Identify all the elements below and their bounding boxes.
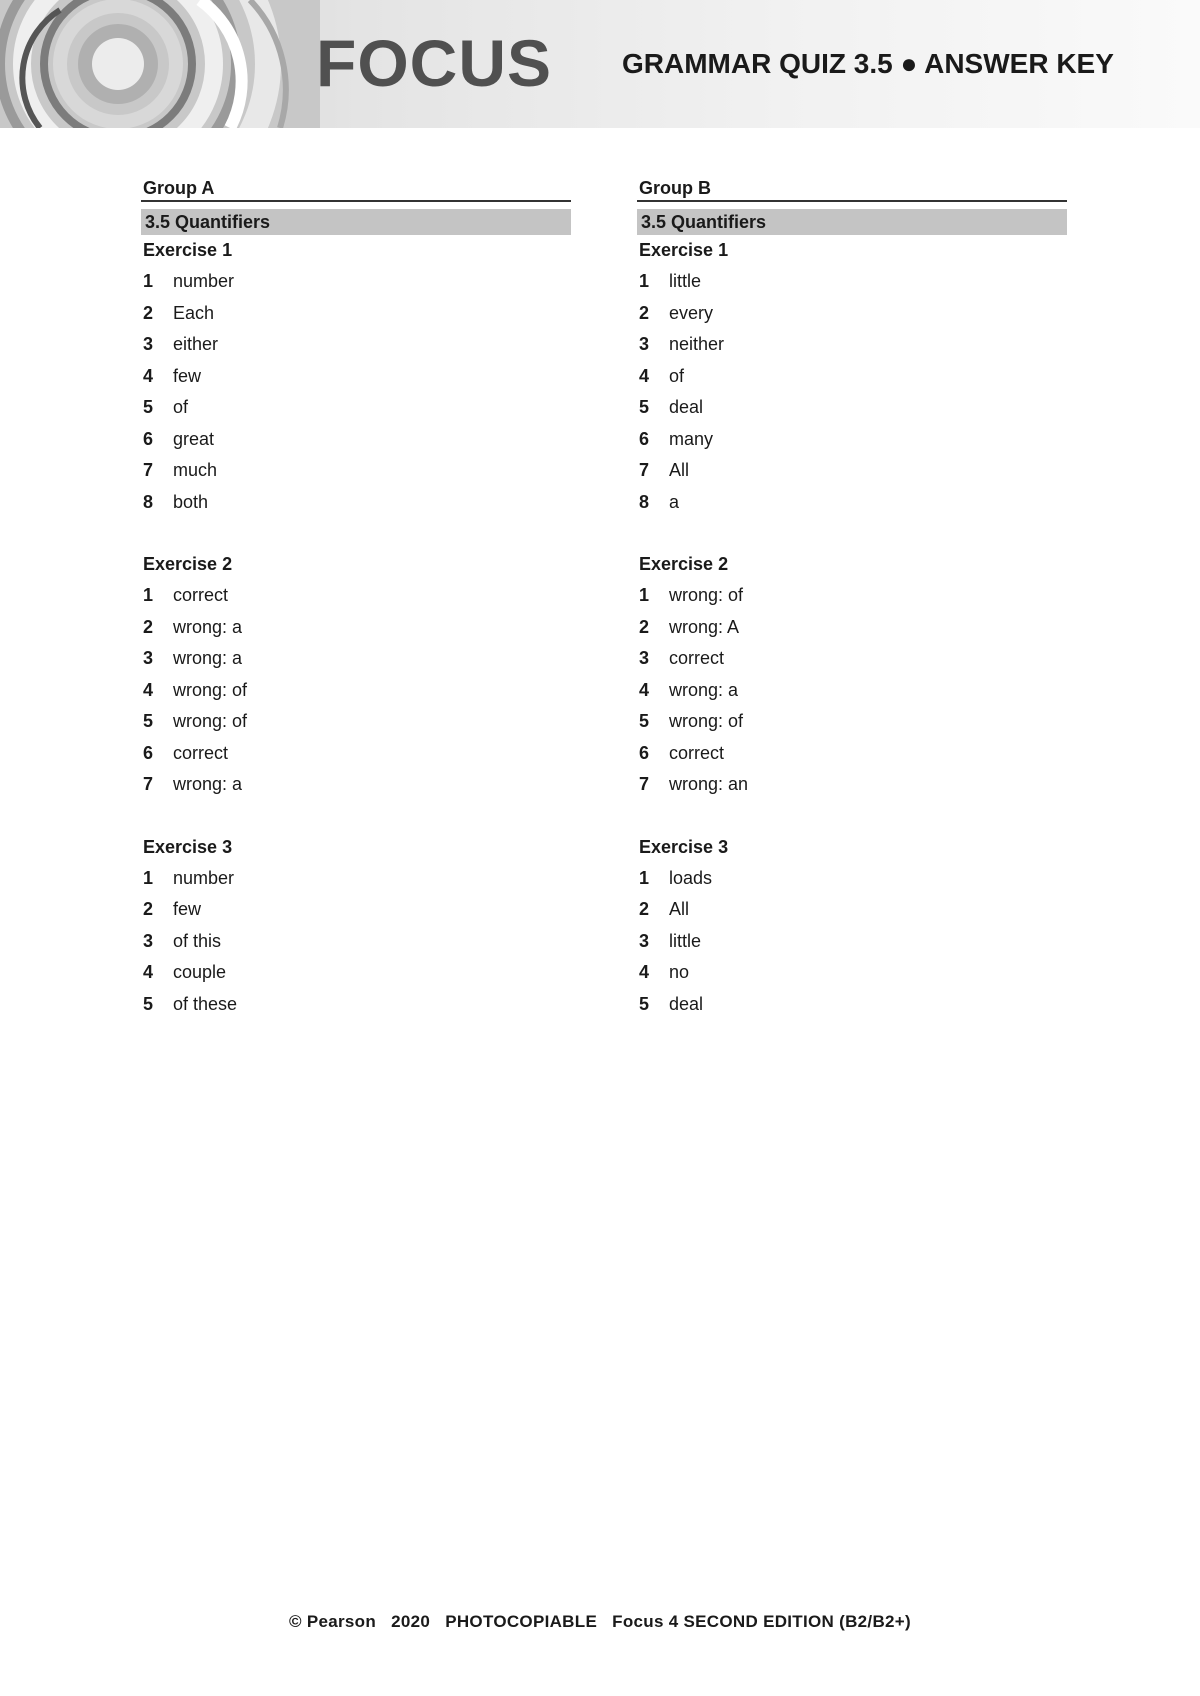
answer-number: 7 [143,774,154,794]
answer-row [637,329,1067,361]
exercise-title: Exercise 1 [639,240,729,260]
page-footer: © Pearson 2020 PHOTOCOPIABLE Focus 4 SECOND EDITION (B2/B2+) [289,1612,911,1631]
answer-row [141,266,571,298]
answer-row [637,769,1067,801]
answer-number: 3 [639,648,650,668]
answer-text: a [669,491,680,512]
answer-text: few [173,365,202,386]
group-title: Group B [637,176,1067,202]
answer-text: much [173,460,218,480]
swirl-graphic [0,0,320,128]
answer-number: 6 [143,428,154,449]
answer-text: of [669,365,685,386]
exercise-title: Exercise 3 [143,836,233,857]
document-title: GRAMMAR QUIZ 3.5 ● ANSWER KEY [622,48,1114,79]
focus-logo: FOCUS [316,26,552,100]
answer-row [637,424,1067,456]
answer-number: 1 [143,585,154,605]
exercise-title: Exercise 3 [639,836,729,857]
answer-number: 4 [143,365,154,386]
answer-row [141,612,571,644]
answer-text: wrong: a [173,648,243,668]
answer-number: 3 [639,930,650,951]
answer-row [141,989,571,1021]
page-header [0,0,1200,128]
answer-row [141,706,571,738]
answer-number: 6 [639,742,650,763]
answer-number: 1 [639,867,650,888]
answer-number: 2 [639,899,650,919]
answer-row [637,926,1067,958]
answer-row [637,643,1067,675]
answer-text: correct [173,585,229,605]
exercise-block [141,832,571,1021]
answer-row [141,298,571,330]
answer-number: 8 [143,491,154,512]
answer-row [141,392,571,424]
answer-number: 6 [639,428,650,449]
answer-text: little [669,271,702,291]
answer-text: wrong: of [173,711,248,731]
answer-text: loads [669,867,713,888]
answer-number: 3 [143,334,154,354]
answer-row [637,863,1067,895]
answer-row [637,361,1067,393]
answer-text: wrong: a [173,616,243,637]
answer-text: All [669,460,690,480]
answer-number: 7 [639,460,650,480]
answer-text: number [173,867,235,888]
answer-text: wrong: a [669,679,739,700]
answer-text: deal [669,993,704,1014]
answer-number: 1 [143,271,154,291]
exercise-title: Exercise 2 [639,554,729,574]
answer-row [141,424,571,456]
answer-number: 2 [639,616,650,637]
answer-number: 8 [639,491,650,512]
answer-text: couple [173,962,227,982]
answer-number: 6 [143,742,154,763]
answer-number: 2 [143,302,154,323]
answer-row [141,926,571,958]
exercise-block [637,235,1067,518]
answer-text: many [669,428,714,449]
answer-number: 5 [143,397,154,417]
answer-text: wrong: of [173,679,248,700]
answer-number: 5 [143,711,154,731]
answer-row [637,706,1067,738]
answer-text: wrong: an [669,774,749,794]
answer-text: either [173,334,219,354]
answer-row [141,863,571,895]
answer-text: correct [173,742,229,763]
answer-number: 1 [639,271,650,291]
answer-number: 5 [639,397,650,417]
answer-number: 7 [143,460,154,480]
exercise-title: Exercise 2 [143,554,233,574]
answer-row [637,738,1067,770]
answer-row [637,298,1067,330]
answer-text: both [173,491,209,512]
answer-row [637,612,1067,644]
answer-text: every [669,302,714,323]
answer-text: wrong: of [669,585,744,605]
answer-number: 1 [143,867,154,888]
answer-text: few [173,899,202,919]
exercise-block [637,832,1067,1021]
answer-row [637,675,1067,707]
answer-number: 1 [639,585,650,605]
answer-text: great [173,428,215,449]
answer-number: 5 [639,711,650,731]
answer-row [637,957,1067,989]
answer-number: 3 [143,648,154,668]
group-a-column [141,176,571,1051]
answer-text: correct [669,648,725,668]
group-b-column [637,176,1067,1051]
answer-text: number [173,271,235,291]
answer-number: 4 [639,679,650,700]
exercise-block [637,549,1067,801]
answer-row [141,329,571,361]
answer-text: wrong: of [669,711,744,731]
answer-row [637,455,1067,487]
answer-number: 4 [143,679,154,700]
answer-number: 7 [639,774,650,794]
section-heading: 3.5 Quantifiers [637,209,1067,235]
answer-number: 4 [639,365,650,386]
answer-text: Each [173,302,215,323]
answer-row [141,957,571,989]
answer-row [141,361,571,393]
answer-number: 5 [143,993,154,1014]
answer-text: neither [669,334,725,354]
answer-row [141,894,571,926]
group-title: Group A [141,176,571,202]
answer-text: wrong: A [669,616,740,637]
answer-row [637,894,1067,926]
answer-text: deal [669,397,704,417]
answer-row [141,675,571,707]
answer-text: of this [173,930,222,951]
answer-number: 2 [143,616,154,637]
answer-row [141,580,571,612]
answer-row [141,455,571,487]
answer-number: 4 [143,962,154,982]
answer-text: of these [173,993,238,1014]
answer-number: 2 [143,899,154,919]
answer-number: 2 [639,302,650,323]
answer-text: of [173,397,189,417]
exercise-title: Exercise 1 [143,240,233,260]
answer-row [637,487,1067,519]
answer-number: 3 [639,334,650,354]
answer-row [141,487,571,519]
answer-row [637,989,1067,1021]
exercise-block [141,235,571,518]
answer-row [141,643,571,675]
answer-row [637,392,1067,424]
answer-text: correct [669,742,725,763]
exercise-block [141,549,571,801]
answer-row [141,769,571,801]
answer-row [141,738,571,770]
answer-text: All [669,899,690,919]
answer-row [637,580,1067,612]
answer-text: little [669,930,702,951]
answer-number: 4 [639,962,650,982]
section-heading: 3.5 Quantifiers [141,209,571,235]
answer-number: 5 [639,993,650,1014]
answer-row [637,266,1067,298]
answer-number: 3 [143,930,154,951]
answer-text: no [669,962,690,982]
answer-text: wrong: a [173,774,243,794]
